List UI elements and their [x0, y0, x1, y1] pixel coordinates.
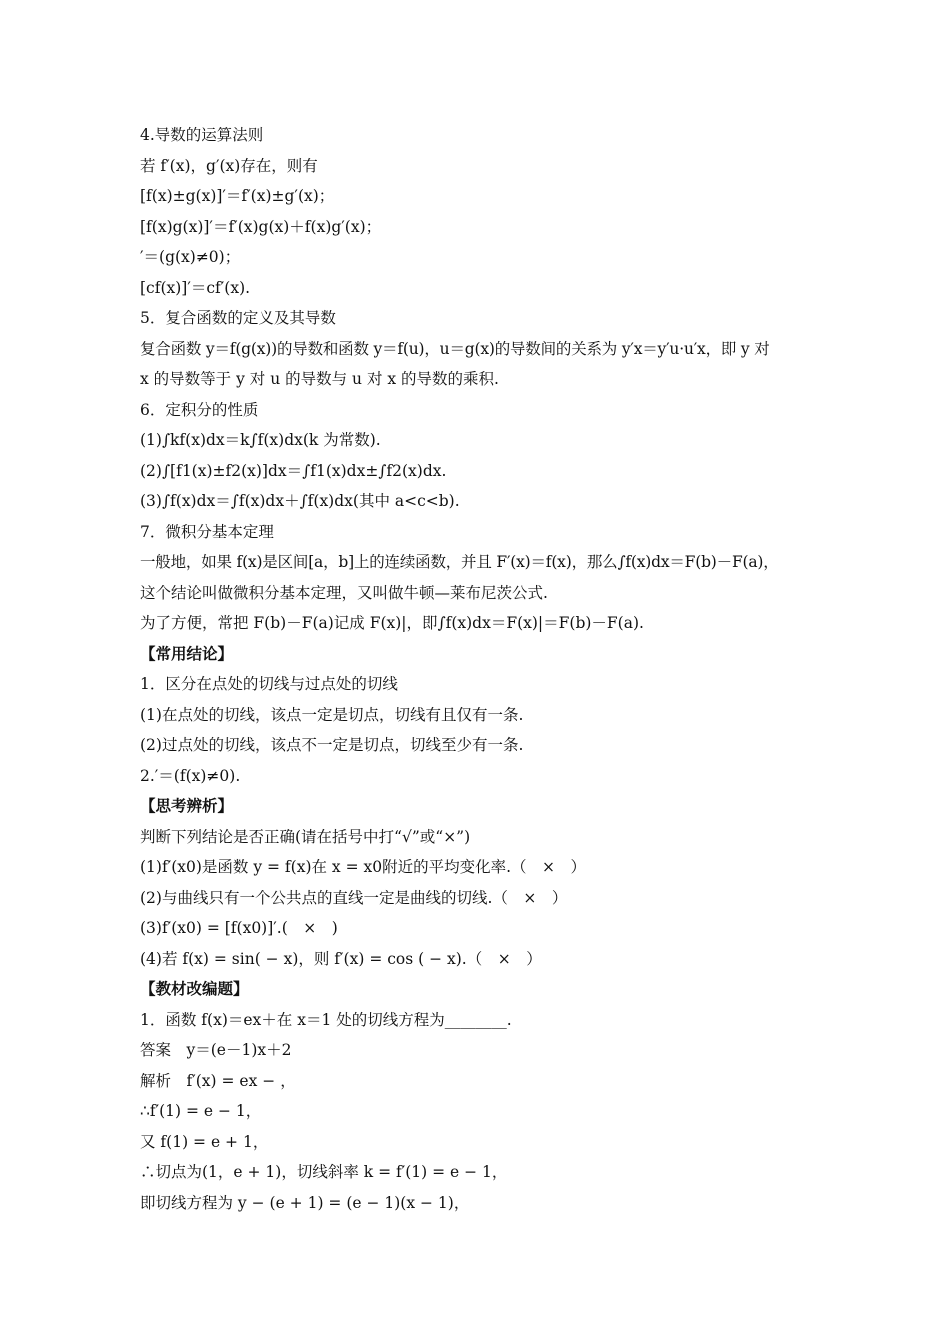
- text-line: 判断下列结论是否正确(请在括号中打“√”或“×”): [140, 827, 471, 846]
- formula-quotient-rule: ′＝(g(x)≠0)；: [140, 248, 241, 266]
- text-line: ∴切点为(1，e + 1)，切线斜率 k = f′(1) = e − 1，: [140, 1163, 508, 1181]
- text-line: 即切线方程为 y − (e + 1) = (e − 1)(x − 1)，: [140, 1193, 470, 1212]
- judgment-item-4: (4)若 f(x) = sin( − x)，则 f′(x) = cos ( − x).（ × ）: [140, 949, 542, 968]
- formula-product-rule: [f(x)g(x)]′＝f′(x)g(x)＋f(x)g′(x)；: [140, 217, 382, 236]
- analysis-line: 解析 f′(x) = ex − ，: [140, 1071, 296, 1090]
- formula-integral-3: (3)∫f(x)dx＝∫f(x)dx＋∫f(x)dx(其中 a<c<b).: [140, 492, 460, 510]
- formula-integral-2: (2)∫[f1(x)±f2(x)]dx＝∫f1(x)dx±∫f2(x)dx.: [140, 461, 447, 480]
- text-line: 若 f′(x)，g′(x)存在，则有: [140, 156, 318, 175]
- bracket-heading-textbook-problems: 【教材改编题】: [140, 979, 249, 998]
- text-line: ∴f′(1) = e − 1，: [140, 1102, 262, 1120]
- bracket-heading-common-conclusions: 【常用结论】: [140, 643, 234, 663]
- text-line: (1)在点处的切线，该点一定是切点，切线有且仅有一条.: [140, 705, 524, 724]
- section-heading-derivative-rules: 4.导数的运算法则: [140, 126, 264, 144]
- answer-line: 答案 y＝(e－1)x＋2: [140, 1041, 292, 1059]
- formula-integral-1: (1)∫kf(x)dx＝k∫f(x)dx(k 为常数).: [140, 431, 381, 449]
- section-heading-composite: 5．复合函数的定义及其导数: [140, 309, 336, 327]
- problem-1: 1．函数 f(x)＝ex＋在 x＝1 处的切线方程为________.: [140, 1010, 512, 1029]
- text-line: 1．区分在点处的切线与过点处的切线: [140, 675, 398, 693]
- formula-sum-rule: [f(x)±g(x)]′＝f′(x)±g′(x)；: [140, 187, 335, 205]
- document-body: [140, 120, 820, 1218]
- bracket-heading-reflection: 【思考辨析】: [140, 796, 234, 815]
- text-line: 为了方便，常把 F(b)－F(a)记成 F(x)|，即∫f(x)dx＝F(x)|＝F(b)－F(a).: [140, 614, 644, 632]
- text-line: 复合函数 y＝f(g(x))的导数和函数 y＝f(u)，u＝g(x)的导数间的关系为 y′x＝y′u·u′x，即 y 对: [140, 339, 770, 358]
- text-line: 一般地，如果 f(x)是区间[a，b]上的连续函数，并且 F′(x)＝f(x)，那么∫f(x)dx＝F(b)－F(a)，: [140, 553, 779, 571]
- judgment-item-1: (1)f′(x0)是函数 y = f(x)在 x = x0附近的平均变化率.（ × ）: [140, 858, 587, 876]
- formula-constant-rule: [cf(x)]′＝cf′(x).: [140, 278, 251, 297]
- text-line: (2)过点处的切线，该点不一定是切点，切线至少有一条.: [140, 736, 524, 754]
- section-heading-integral-properties: 6．定积分的性质: [140, 400, 259, 419]
- section-heading-fundamental-theorem: 7．微积分基本定理: [140, 522, 274, 541]
- text-line: 这个结论叫做微积分基本定理，又叫做牛顿—莱布尼茨公式.: [140, 583, 548, 602]
- text-line: x 的导数等于 y 对 u 的导数与 u 对 x 的导数的乘积.: [140, 370, 499, 388]
- text-line: 又 f(1) = e + 1，: [140, 1132, 269, 1151]
- judgment-item-2: (2)与曲线只有一个公共点的直线一定是曲线的切线.（ × ）: [140, 888, 568, 907]
- judgment-item-3: (3)f′(x0) = [f(x0)]′.( × ): [140, 919, 338, 937]
- text-line: 2.′＝(f(x)≠0).: [140, 766, 241, 785]
